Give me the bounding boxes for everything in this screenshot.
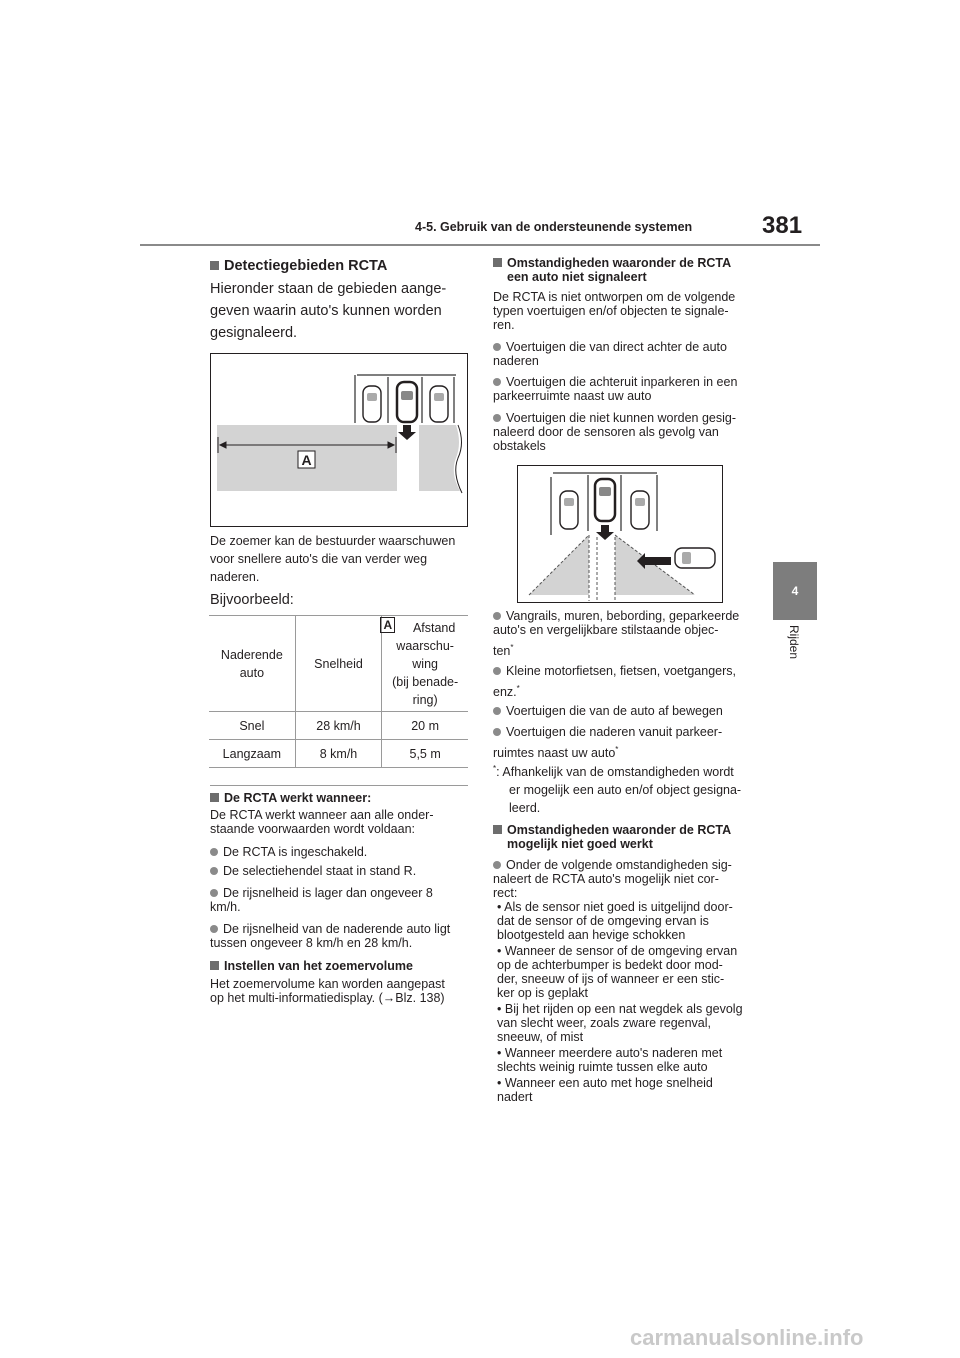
sub-list-item: • Wanneer meerdere auto's naderen met slechts weinig ruimte tussen elke auto: [497, 1046, 723, 1074]
approaching-car-icon: [675, 548, 715, 568]
round-bullet-icon: [210, 889, 218, 897]
table-row: Langzaam 8 km/h 5,5 m: [209, 740, 468, 768]
list-item: De RCTA is ingeschakeld.: [210, 845, 367, 859]
square-bullet-icon: [210, 793, 219, 802]
header-speed: Snelheid: [295, 616, 382, 712]
page-number: 381: [762, 212, 803, 239]
square-bullet-icon: [210, 261, 219, 270]
example-label: Bijvoorbeeld:: [210, 592, 294, 608]
own-car-icon: [595, 479, 615, 521]
header-divider: [140, 244, 820, 246]
sub-list-item: • Bij het rijden op een nat wegdek als gevolg van slecht weer, zoals zware regenval, sneeuw, of mist: [497, 1002, 743, 1044]
heading-buzzer-volume: Instellen van het zoemervolume: [210, 959, 413, 973]
parked-car-icon: [363, 386, 381, 422]
figure-caption: De zoemer kan de bestuurder waarschuwen voor snellere auto's die van verder weg naderen.: [210, 534, 456, 584]
list-item: Voertuigen die van direct achter de auto naderen: [493, 340, 727, 368]
heading-not-detected: Omstandigheden waaronder de RCTA een auto niet signaleert: [493, 256, 731, 284]
area-a-badge: A: [380, 617, 395, 633]
section-title: 4-5. Gebruik van de ondersteunende systemen: [415, 220, 693, 234]
list-item: Voertuigen die van de auto af bewegen: [493, 704, 723, 718]
section-divider: [210, 785, 468, 786]
round-bullet-icon: [493, 414, 501, 422]
round-bullet-icon: [210, 867, 218, 875]
heading-malfunction: Omstandigheden waaronder de RCTA mogelijk niet goed werkt: [493, 823, 731, 851]
detection-area-diagram: [210, 353, 468, 527]
chapter-tab: 4: [773, 562, 817, 620]
obstacle-diagram: [517, 465, 723, 603]
arrow-right-icon: →: [382, 991, 396, 1005]
table-row: Snel 28 km/h 20 m: [209, 712, 468, 740]
round-bullet-icon: [210, 925, 218, 933]
parked-car-icon: [430, 386, 448, 422]
detection-zone-right: [419, 425, 460, 491]
round-bullet-icon: [493, 612, 501, 620]
distance-table: [209, 615, 468, 768]
list-item: De rijsnelheid van de naderende auto ligt tussen ongeveer 8 km/h en 28 km/h.: [210, 922, 451, 950]
square-bullet-icon: [493, 258, 502, 267]
square-bullet-icon: [493, 825, 502, 834]
list-item: Onder de volgende omstandigheden sig- naleert de RCTA auto's mogelijk niet cor- rect:: [493, 858, 732, 900]
own-car-icon: [397, 382, 417, 422]
page-reference-link[interactable]: →Blz. 138): [382, 991, 445, 1005]
round-bullet-icon: [493, 861, 501, 869]
round-bullet-icon: [210, 848, 218, 856]
sub-list-item: • Wanneer een auto met hoge snelheid nadert: [497, 1076, 713, 1104]
sub-list-item: • Wanneer de sensor of de omgeving ervan op de achterbumper is bedekt door mod- der, sneeuw of ijs of wanneer er een stic- ker op is geplakt: [497, 944, 738, 1000]
list-item: De rijsnelheid is lager dan ongeveer 8 km/h.: [210, 886, 433, 914]
parked-car-icon: [560, 491, 578, 529]
list-item: Voertuigen die naderen vanuit parkeer- ruimtes naast uw auto*: [493, 725, 723, 761]
footnote: *: Afhankelijk van de omstandigheden wordt er mogelijk een auto en/of object gesigna- leerd.: [493, 764, 742, 816]
watermark: carmanualsonline.info: [630, 1325, 864, 1350]
header-warning-distance: A Afstand waarschu- wing (bij benade- ring): [382, 616, 468, 712]
round-bullet-icon: [493, 343, 501, 351]
square-bullet-icon: [210, 961, 219, 970]
header-approaching-car: Naderende auto: [209, 616, 295, 712]
rcta-works-paragraph: De RCTA werkt wanneer aan alle onder- staande voorwaarden wordt voldaan:: [210, 808, 434, 836]
list-item: Voertuigen die achteruit inparkeren in een parkeerruimte naast uw auto: [493, 375, 738, 403]
heading-rcta-works: De RCTA werkt wanneer:: [210, 791, 371, 805]
parked-car-icon: [631, 491, 649, 529]
list-item: Voertuigen die niet kunnen worden gesig- naleerd door de sensoren als gevolg van obstakels: [493, 411, 737, 453]
intro-paragraph: Hieronder staan de gebieden aange- geven waarin auto's kunnen worden gesignaleerd.: [210, 281, 447, 341]
list-item: De selectiehendel staat in stand R.: [210, 864, 416, 878]
round-bullet-icon: [493, 707, 501, 715]
round-bullet-icon: [493, 667, 501, 675]
area-a-label: A: [301, 452, 312, 468]
round-bullet-icon: [493, 728, 501, 736]
not-detected-paragraph: De RCTA is niet ontworpen om de volgende typen voertuigen en/of objecten te signale- ren.: [493, 290, 736, 332]
list-item: Vangrails, muren, bebording, geparkeerde auto's en vergelijkbare stilstaande objec- ten*: [493, 609, 740, 659]
list-item: Kleine motorfietsen, fietsen, voetgangers, enz.*: [493, 664, 736, 700]
chapter-label: Rijden: [787, 625, 801, 660]
heading-detection-areas: Detectiegebieden RCTA: [210, 258, 387, 274]
round-bullet-icon: [493, 378, 501, 386]
sub-list-item: • Als de sensor niet goed is uitgelijnd door- dat de sensor of de omgeving ervan is blootgesteld aan hevige schokken: [497, 900, 733, 942]
buzzer-volume-paragraph: Het zoemervolume kan worden aangepast op het multi-informatiedisplay. (→Blz. 138): [210, 977, 445, 1005]
